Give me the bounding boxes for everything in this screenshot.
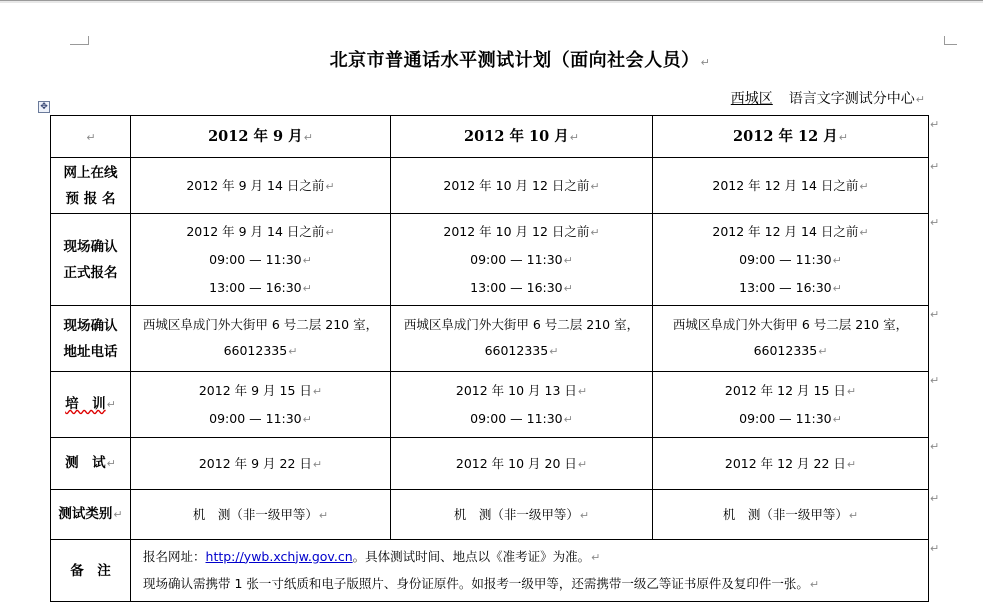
header-corner-cell: ↵ [51, 116, 131, 158]
page-margin-corner-left [70, 36, 89, 45]
table-cell: 2012 年 12 月 22 日↵ [653, 438, 929, 490]
header-oct-2012: 2012 年 10 月↵ [391, 116, 653, 158]
table-cell: 西城区阜成门外大街甲 6 号二层 210 室， 66012335↵ [131, 306, 391, 372]
table-cell: 西城区阜成门外大街甲 6 号二层 210 室， 66012335↵ [391, 306, 653, 372]
row-label-online-preregistration: 网上在线 预 报 名 [51, 158, 131, 214]
window-top-shade [0, 1, 983, 3]
row-onsite-registration [51, 214, 929, 306]
row-label-onsite-address: 现场确认 地址电话 [51, 306, 131, 372]
row-label-notes: 备 注 [51, 540, 131, 602]
notes-cell: 报名网址：http://ywb.xchjw.gov.cn。具体测试时间、地点以《准考证》为准。↵ 现场确认需携带 1 张一寸纸质和电子版照片、身份证原件。如报考一级甲等，还需携带一级乙等证书原件及复印件一张。↵ [131, 540, 929, 602]
row-end-mark: ↵ [930, 542, 940, 555]
table-cell: 2012 年 9 月 14 日之前↵ [131, 158, 391, 214]
header-sept-2012: 2012 年 9 月↵ [131, 116, 391, 158]
table-move-handle-icon[interactable]: ✥ [38, 101, 50, 113]
row-end-mark: ↵ [930, 160, 940, 173]
row-test-type [51, 490, 929, 540]
document-title: 北京市普通话水平测试计划（面向社会人员）↵ [329, 50, 711, 71]
row-label-onsite-registration: 现场确认 正式报名 [51, 214, 131, 306]
row-end-mark: ↵ [930, 308, 940, 321]
row-label-training: 培 训↵ [51, 372, 131, 438]
table-cell: 西城区阜成门外大街甲 6 号二层 210 室， 66012335↵ [653, 306, 929, 372]
table-cell: 2012 年 10 月 20 日↵ [391, 438, 653, 490]
center-suffix: 语言文字测试分中心 [788, 91, 915, 107]
schedule-table [50, 115, 929, 602]
row-training [51, 372, 929, 438]
table-cell: 2012 年 12 月 14 日之前↵ 09:00 — 11:30↵ 13:00 — 16:30↵ [653, 214, 929, 306]
header-dec-2012: 2012 年 12 月↵ [653, 116, 929, 158]
table-cell: 2012 年 10 月 13 日↵ 09:00 — 11:30↵ [391, 372, 653, 438]
table-cell: 2012 年 12 月 14 日之前↵ [653, 158, 929, 214]
row-end-mark: ↵ [930, 216, 940, 229]
row-onsite-address [51, 306, 929, 372]
row-online-preregistration [51, 158, 929, 214]
table-cell: 2012 年 12 月 15 日↵ 09:00 — 11:30↵ [653, 372, 929, 438]
table-cell: 2012 年 9 月 22 日↵ [131, 438, 391, 490]
table-cell: 2012 年 9 月 14 日之前↵ 09:00 — 11:30↵ 13:00 — 16:30↵ [131, 214, 391, 306]
row-label-test-date: 测 试↵ [51, 438, 131, 490]
test-center-line: 西城区 语言文字测试分中心↵ [689, 88, 925, 108]
row-notes [51, 540, 929, 602]
table-cell: 2012 年 10 月 12 日之前↵ 09:00 — 11:30↵ 13:00 — 16:30↵ [391, 214, 653, 306]
row-end-mark: ↵ [930, 440, 940, 453]
row-end-mark: ↵ [930, 118, 940, 131]
table-header-row [51, 116, 929, 158]
registration-url-link[interactable]: http://ywb.xchjw.gov.cn [205, 548, 353, 564]
table-cell: 2012 年 9 月 15 日↵ 09:00 — 11:30↵ [131, 372, 391, 438]
row-end-mark: ↵ [930, 374, 940, 387]
table-cell: 2012 年 10 月 12 日之前↵ [391, 158, 653, 214]
row-test-date [51, 438, 929, 490]
table-cell: 机 测（非一级甲等）↵ [391, 490, 653, 540]
table-cell: 机 测（非一级甲等）↵ [653, 490, 929, 540]
page-margin-corner-right [944, 36, 957, 45]
row-label-test-type: 测试类别↵ [51, 490, 131, 540]
district-name: 西城区 [730, 91, 773, 107]
row-end-mark: ↵ [930, 492, 940, 505]
table-cell: 机 测（非一级甲等）↵ [131, 490, 391, 540]
